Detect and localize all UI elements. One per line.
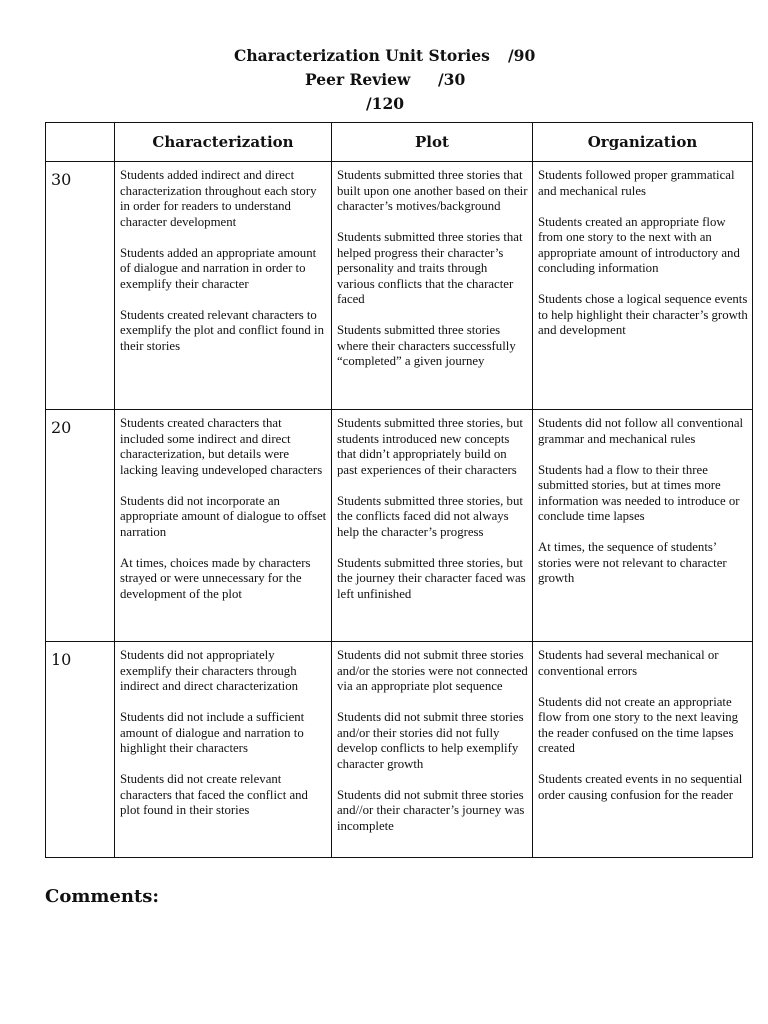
criterion-text: Students submitted three stories, but the journey their character faced was left unfinished — [337, 555, 526, 601]
organization-cell — [533, 642, 753, 858]
criterion-text: At times, choices made by characters strayed or were unnecessary for the development of the plot — [120, 555, 311, 601]
row-score: 20 — [46, 410, 115, 642]
criterion-text: Students did not follow all conventional grammar and mechanical rules — [538, 416, 744, 446]
criterion-text: Students had a flow to their three submitted stories, but at times more information was needed to introduce or conclude time lapses — [538, 462, 740, 523]
table-row — [46, 162, 753, 410]
plot-cell — [332, 410, 533, 642]
criterion-text: Students did not create an appropriate flow from one story to the next leaving the reader confused on the time lapses created — [538, 694, 739, 755]
table-row — [46, 642, 753, 858]
characterization-cell — [115, 162, 332, 410]
plot-cell — [332, 642, 533, 858]
criterion-text: Students created characters that included some indirect and direct characterization, but details were lacking leaving undeveloped characters — [120, 416, 323, 477]
criterion-text: Students created events in no sequential order causing confusion for the reader — [538, 772, 743, 802]
column-header-organization: Organization — [533, 123, 753, 162]
organization-cell — [533, 162, 753, 410]
header-line-peer-review — [0, 70, 768, 94]
criterion-text: Students submitted three stories that helped progress their character’s personality and traits through various conflicts that the character faced — [337, 230, 523, 306]
column-header-score — [46, 123, 115, 162]
criterion-text: Students added indirect and direct characterization throughout each story in order for readers to understand character development — [120, 168, 317, 229]
characterization-cell — [115, 410, 332, 642]
rubric-header — [0, 46, 768, 118]
total-score: /120 — [366, 94, 405, 113]
criterion-text: Students did not submit three stories and/or the stories were not connected via an appropriate plot sequence — [337, 648, 528, 693]
criterion-text: Students created an appropriate flow from one story to the next with an appropriate amount of introductory and concluding information — [538, 214, 740, 275]
organization-cell — [533, 410, 753, 642]
rubric-table — [45, 122, 753, 858]
row-score: 30 — [46, 162, 115, 410]
rubric-header-row — [46, 123, 753, 162]
column-header-plot: Plot — [332, 123, 533, 162]
criterion-text: At times, the sequence of students’ stories were not relevant to character growth — [538, 540, 727, 585]
criterion-text: Students did not create relevant characters that faced the conflict and plot found in their stories — [120, 772, 308, 817]
criterion-text: Students did not submit three stories and//or their character’s journey was incomplete — [337, 787, 525, 833]
peer-review-score: /30 — [438, 70, 466, 89]
criterion-text: Students submitted three stories where their characters successfully “completed” a given journey — [337, 323, 516, 368]
criterion-text: Students did not appropriately exemplify their characters through indirect and direct characterization — [120, 648, 298, 693]
criterion-text: Students did not include a sufficient amount of dialogue and narration to highlight their characters — [120, 710, 305, 755]
table-row — [46, 410, 753, 642]
criterion-text: Students did not submit three stories and/or their stories did not fully develop conflicts to help exemplify character growth — [337, 710, 524, 771]
criterion-text: Students submitted three stories that built upon one another based on their character’s motives/background — [337, 168, 528, 213]
criterion-text: Students submitted three stories, but students introduced new concepts that didn’t appropriately build on past experiences of their characters — [337, 416, 523, 477]
criterion-text: Students had several mechanical or conventional errors — [538, 648, 719, 678]
criterion-text: Students created relevant characters to exemplify the plot and conflict found in their stories — [120, 307, 324, 353]
stories-score: /90 — [508, 46, 536, 65]
column-header-characterization: Characterization — [115, 123, 332, 162]
criterion-text: Students chose a logical sequence events to help highlight their character’s growth and development — [538, 292, 748, 337]
criterion-text: Students did not incorporate an appropriate amount of dialogue to offset narration — [120, 493, 327, 539]
header-line-total — [0, 94, 768, 118]
criterion-text: Students submitted three stories, but the conflicts faced did not always help the character’s progress — [337, 493, 523, 539]
plot-cell — [332, 162, 533, 410]
criterion-text: Students followed proper grammatical and mechanical rules — [538, 168, 735, 198]
row-score: 10 — [46, 642, 115, 858]
comments-label: Comments: — [45, 886, 160, 907]
stories-title: Characterization Unit Stories — [234, 46, 490, 65]
criterion-text: Students added an appropriate amount of dialogue and narration in order to exemplify their character — [120, 245, 317, 291]
header-line-stories — [0, 46, 768, 70]
characterization-cell — [115, 642, 332, 858]
peer-review-title: Peer Review — [305, 70, 411, 89]
